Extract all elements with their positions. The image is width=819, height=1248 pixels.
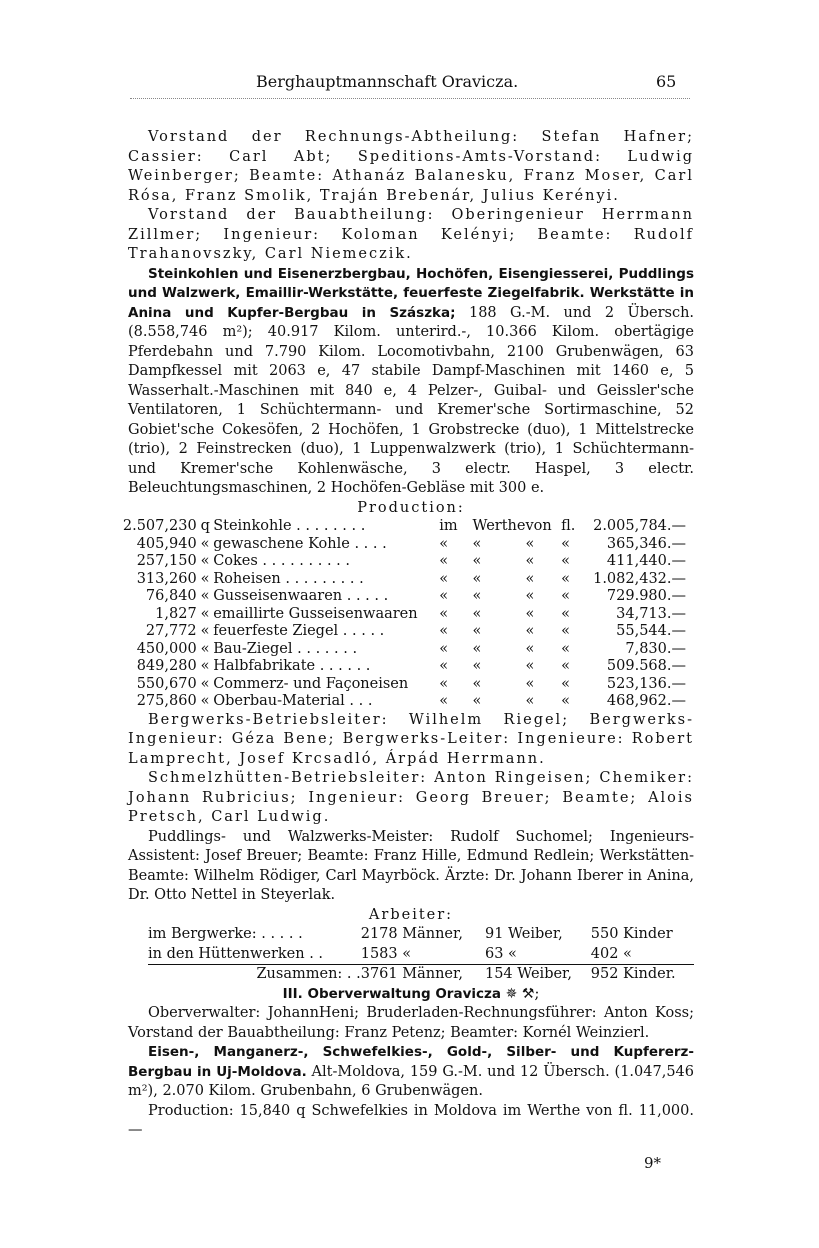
production-quantity: 76,840 — [145, 588, 197, 604]
production-col-3: « — [525, 570, 535, 587]
production-col-1: « — [439, 623, 449, 639]
production-unit: « — [200, 693, 210, 709]
production-col-2: « — [472, 535, 482, 552]
production-quantity: 1,827 — [155, 605, 197, 622]
production-row — [120, 658, 686, 676]
production-quantity: 550,670 — [136, 675, 197, 692]
production-value: 7,830.— — [625, 640, 686, 657]
production-item: feuerfeste Ziegel . . . . . — [213, 623, 385, 639]
paragraph-moldova — [128, 1043, 694, 1102]
production-unit: « — [200, 570, 210, 587]
production-col-3: « — [525, 605, 535, 622]
production-quantity: 257,150 — [136, 553, 197, 569]
moldova-details: Alt-Moldova, 159 G.-M. und 12 Übersch. (1.047,546 m²), 2.070 Kilom. Grubenbahn, 6 Grubenwägen. — [128, 1063, 694, 1099]
hammer-icon: ⚒ — [521, 985, 535, 1002]
production-row — [120, 693, 686, 711]
workers-women: 154 Weiber, — [485, 965, 591, 985]
production-row — [120, 606, 686, 624]
production-value: 509.568.— — [606, 658, 686, 674]
production-unit: « — [200, 535, 210, 552]
production-value: 411,440.— — [606, 553, 686, 569]
production-unit: « — [200, 675, 210, 692]
production-col-3: « — [525, 535, 535, 552]
production-unit: « — [200, 623, 210, 639]
workers-men: 2178 Männer, — [360, 926, 463, 942]
production-item: Roheisen . . . . . . . . . — [213, 570, 364, 587]
section-title: III. Oberverwaltung Oravicza — [282, 985, 501, 1002]
production-item: emaillirte Gusseisenwaaren — [213, 605, 418, 622]
workers-children: 402 « — [590, 945, 632, 962]
production-col-4: « — [561, 535, 570, 552]
steinkohlen-details: 188 G.-M. und 2 Übersch. (8.558,746 m²); 40.917 Kilom. unterird.-, 10.366 Kilom. obertägige Pferdebahn und 7.790 Kilom. Locomotivbahn, 2100 Grubenwägen, 63 Dampfkessel mit 2063 e, 47 stabile Dampf-Maschinen mit 1460 e, 5 Wasserhalt.-Maschinen mit 840 e, 4 Pelzer-, Guibal- und Geissler'sche Ventilatoren, 1 Schüchtermann- und Kremer'sche Sortirmaschine, 52 Gobiet'sche Cokesöfen, 2 Hochöfen, 1 Grobstrecke (duo), 1 Mittelstrecke (trio), 2 Feinstrecken (duo), 1 Luppenwalzwerk (trio), 1 Schüchtermann- und Kremer'sche Kohlenwäsche, 3 electr. Haspel, 3 electr. Beleuchtungsmaschinen, 2 Hochöfen-Gebläse mit 300 e. — [128, 304, 695, 496]
production-col-1: « — [439, 675, 449, 692]
production-row — [120, 588, 686, 606]
production-col-3: « — [525, 640, 535, 657]
workers-men: 3761 Männer, — [361, 965, 485, 985]
production-col-3: « — [525, 658, 535, 674]
production-col-4: « — [561, 693, 570, 709]
production-quantity: 27,772 — [145, 623, 197, 639]
workers-children: 550 Kinder — [590, 926, 673, 942]
workers-row — [148, 925, 694, 945]
production-value: 365,346.— — [606, 535, 686, 552]
production-item: Bau-Ziegel . . . . . . . — [213, 640, 358, 657]
moldova-heading: Eisen-, Manganerz-, Schwefelkies-, Gold-, Silber- und Kupfererz-Bergbau in Uj-Moldova. — [128, 1044, 694, 1080]
production-col-4: « — [561, 553, 570, 569]
production-unit: « — [200, 658, 210, 674]
workers-children: 952 Kinder. — [591, 965, 694, 985]
production-value: 34,713.— — [616, 605, 686, 622]
production-value: 523,136.— — [606, 675, 686, 692]
production-item: Commerz- und Façoneisen — [213, 675, 409, 692]
workers-women: 63 « — [484, 945, 517, 962]
production-col-1: « — [439, 640, 449, 657]
arbeiter-heading: Arbeiter: — [368, 906, 454, 923]
production-col-3: « — [525, 693, 535, 709]
production-item: Oberbau-Material . . . — [213, 693, 373, 709]
production-row — [120, 623, 686, 641]
production-item: gewaschene Kohle . . . . — [213, 535, 387, 552]
production-col-4: « — [561, 675, 570, 692]
workers-total-row — [148, 965, 694, 985]
paragraph-bauabtheilung: Vorstand der Bauabtheilung: Oberingenieur Herrmann Zillmer; Ingenieur: Koloman Kelényi; Beamte: Rudolf Trahanovszky, Carl Niemeczik. — [128, 207, 694, 262]
production-col-1: « — [439, 693, 449, 709]
production-col-1: « — [439, 658, 449, 674]
workers-label: Zusammen: . . — [148, 965, 361, 985]
production-heading: Production: — [357, 499, 465, 516]
production-item: Steinkohle . . . . . . . . — [213, 518, 366, 534]
production-col-4: « — [561, 570, 570, 587]
workers-label: im Bergwerke: . . . . . — [148, 926, 303, 942]
mine-icon: ✵ — [505, 985, 518, 1002]
production-col-3: « — [525, 675, 535, 692]
production-value: 1.082,432.— — [593, 570, 686, 587]
production-value: 468,962.— — [606, 693, 686, 709]
production-value: 55,544.— — [616, 623, 686, 639]
signature-mark: 9* — [644, 1154, 662, 1172]
paragraph-steinkohlen — [128, 265, 694, 499]
workers-label: in den Hüttenwerken . . — [148, 945, 324, 962]
production-item: Halbfabrikate . . . . . . — [213, 658, 371, 674]
page-body — [122, 128, 695, 1141]
production-row — [120, 553, 686, 571]
workers-table — [148, 925, 694, 985]
production-col-3: « — [525, 553, 535, 569]
production-col-4: fl. — [561, 518, 576, 534]
production-col-2: « — [472, 640, 482, 657]
production-col-2: « — [472, 658, 482, 674]
production-col-3: von — [525, 518, 552, 534]
production-col-1: « — [439, 553, 449, 569]
production-col-1: im — [439, 518, 458, 534]
paragraph-oberverwalter: Oberverwalter: JohannHeni; Bruderladen-Rechnungsführer: Anton Koss; Vorstand der Bauabtheilung: Franz Petenz; Beamter: Kornél Weinzierl. — [128, 1005, 694, 1041]
running-header: Berghauptmannschaft Oravicza. — [256, 72, 519, 91]
workers-women: 91 Weiber, — [484, 926, 563, 942]
production-row — [120, 536, 686, 554]
section-heading-oberverwaltung — [128, 985, 694, 1005]
production-row — [120, 676, 686, 694]
production-quantity: 313,260 — [136, 570, 197, 587]
production-col-2: « — [472, 605, 482, 622]
production-table — [120, 518, 686, 711]
production-col-4: « — [561, 640, 570, 657]
production-quantity: 450,000 — [136, 640, 197, 657]
production-quantity: 2.507,230 — [122, 518, 197, 534]
production-col-4: « — [561, 605, 570, 622]
production-col-2: Werthe — [472, 518, 526, 534]
production-unit: « — [200, 588, 210, 604]
workers-row — [148, 945, 694, 965]
production-col-2: « — [472, 675, 482, 692]
production-unit: « — [200, 605, 210, 622]
production-col-2: « — [472, 570, 482, 587]
production-col-2: « — [472, 588, 482, 604]
production-item: Cokes . . . . . . . . . . — [213, 553, 351, 569]
production-row — [120, 571, 686, 589]
production-quantity: 275,860 — [136, 693, 197, 709]
production-row — [120, 518, 686, 536]
header-divider — [130, 98, 690, 99]
production-unit: « — [200, 553, 210, 569]
production-col-4: « — [561, 658, 570, 674]
production-unit: « — [200, 640, 210, 657]
production-col-2: « — [472, 693, 482, 709]
workers-men: 1583 « — [360, 945, 412, 962]
production-col-1: « — [439, 535, 449, 552]
production-row — [120, 641, 686, 659]
production-value: 729.980.— — [606, 588, 686, 604]
section-trailing-punct: ; — [534, 985, 540, 1002]
paragraph-production-moldova: Production: 15,840 q Schwefelkies in Moldova im Werthe von fl. 11,000.— — [128, 1102, 694, 1138]
production-col-2: « — [472, 553, 482, 569]
production-unit: q — [200, 518, 210, 534]
production-col-3: « — [525, 588, 535, 604]
steinkohlen-heading: Steinkohlen und Eisenerzbergbau, Hochöfen, Eisengiesserei, Puddlings und Walzwerk, Emaillir-Werkstätte, feuerfeste Ziegelfabrik. Werkstätte in Anina und Kupfer-Bergbau in Szászka; — [128, 265, 694, 321]
page-number: 65 — [656, 72, 677, 91]
paragraph-puddlings: Puddlings- und Walzwerks-Meister: Rudolf Suchomel; Ingenieurs-Assistent: Josef Breuer; Beamte: Franz Hille, Edmund Redlein; Werkstätten-Beamte: Wilhelm Rödiger, Carl Mayrböck. Ärzte: Dr. Johann Iberer in Anina, Dr. Otto Nettel in Steyerlak. — [128, 828, 694, 903]
production-col-3: « — [525, 623, 535, 639]
paragraph-schmelzhuetten: Schmelzhütten-Betriebsleiter: Anton Ringeisen; Chemiker: Johann Rubricius; Ingenieur: Georg Breuer; Beamte; Alois Pretsch, Carl Ludwig. — [128, 770, 694, 825]
production-quantity: 405,940 — [136, 535, 197, 552]
paragraph-betriebsleiter: Bergwerks-Betriebsleiter: Wilhelm Riegel; Bergwerks-Ingenieur: Géza Bene; Bergwerks-Leiter: Ingenieure: Robert Lamprecht, Josef Krcsadló, Árpád Herrmann. — [128, 711, 694, 767]
production-col-4: « — [561, 588, 570, 604]
production-value: 2.005,784.— — [593, 518, 686, 534]
production-item: Gusseisenwaaren . . . . . — [213, 588, 389, 604]
production-col-1: « — [439, 570, 449, 587]
paragraph-rechnungs-abtheilung: Vorstand der Rechnungs-Abtheilung: Stefan Hafner; Cassier: Carl Abt; Speditions-Amts-Vorstand: Ludwig Weinberger; Beamte: Athanáz Balanesku, Franz Moser, Carl Rósa, Franz Smolik, Traján Brebenár, Julius Kerényi. — [128, 129, 694, 204]
production-col-4: « — [561, 623, 570, 639]
production-col-1: « — [439, 605, 449, 622]
production-quantity: 849,280 — [136, 658, 197, 674]
production-col-1: « — [439, 588, 449, 604]
production-col-2: « — [472, 623, 482, 639]
